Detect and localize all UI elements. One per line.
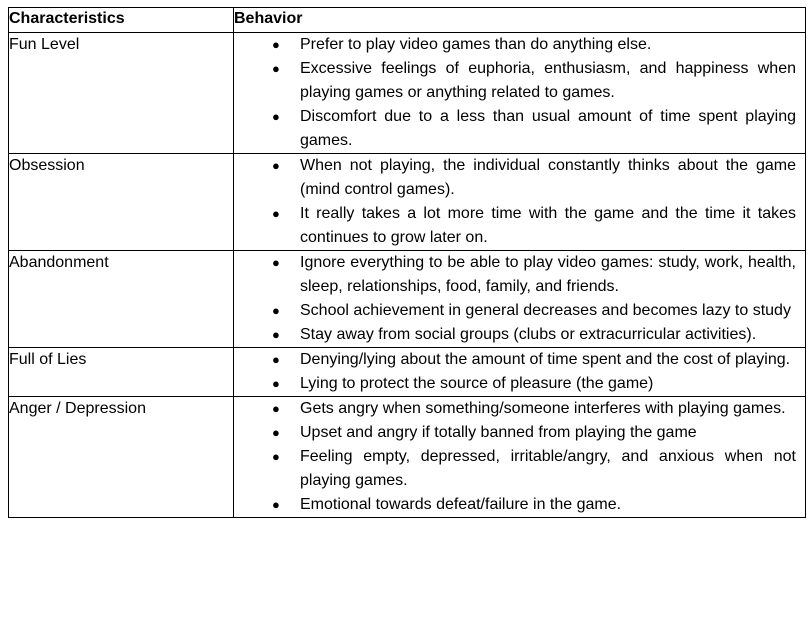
characteristic-cell: Anger / Depression: [9, 397, 234, 518]
table-row: [9, 154, 806, 251]
characteristic-cell: Full of Lies: [9, 348, 234, 397]
characteristic-cell: Fun Level: [9, 33, 234, 154]
behavior-list: [234, 33, 805, 153]
bullet-icon: ●: [272, 425, 280, 440]
behavior-text: When not playing, the individual constantly thinks about the game (mind control games).: [300, 157, 796, 198]
behavior-text: Ignore everything to be able to play video games: study, work, health, sleep, relationships, food, family, and friends.: [300, 254, 796, 295]
bullet-icon: ●: [272, 37, 280, 52]
list-item: [234, 372, 805, 396]
characteristic-cell: Obsession: [9, 154, 234, 251]
bullet-icon: ●: [272, 352, 280, 367]
behavior-text: Stay away from social groups (clubs or extracurricular activities).: [300, 326, 757, 343]
list-item: [234, 397, 805, 421]
bullet-icon: ●: [272, 158, 280, 173]
list-item: [234, 323, 805, 347]
behavior-text: Upset and angry if totally banned from playing the game: [300, 424, 697, 441]
list-item: [234, 251, 805, 299]
bullet-icon: ●: [272, 376, 280, 391]
behavior-text: Denying/lying about the amount of time spent and the cost of playing.: [300, 351, 791, 368]
table-row: [9, 397, 806, 518]
behavior-list: [234, 251, 805, 347]
bullet-icon: ●: [272, 327, 280, 342]
list-item: [234, 299, 805, 323]
behavior-text: Discomfort due to a less than usual amount of time spent playing games.: [300, 108, 796, 149]
behavior-cell: [234, 348, 806, 397]
behavior-text: Prefer to play video games than do anything else.: [300, 36, 652, 53]
table-row: [9, 33, 806, 154]
bullet-icon: ●: [272, 255, 280, 270]
behavior-cell: [234, 154, 806, 251]
bullet-icon: ●: [272, 449, 280, 464]
behavior-table: [8, 7, 806, 518]
table-row: [9, 348, 806, 397]
characteristic-cell: Abandonment: [9, 251, 234, 348]
behavior-cell: [234, 397, 806, 518]
behavior-text: Lying to protect the source of pleasure (the game): [300, 375, 654, 392]
bullet-icon: ●: [272, 206, 280, 221]
header-row: [9, 8, 806, 33]
list-item: [234, 105, 805, 153]
list-item: [234, 445, 805, 493]
header-characteristics: Characteristics: [9, 8, 234, 33]
behavior-text: School achievement in general decreases and becomes lazy to study: [300, 302, 791, 319]
list-item: [234, 202, 805, 250]
behavior-text: Emotional towards defeat/failure in the game.: [300, 496, 622, 513]
list-item: [234, 154, 805, 202]
header-behavior: Behavior: [234, 8, 806, 33]
list-item: [234, 33, 805, 57]
list-item: [234, 421, 805, 445]
behavior-list: [234, 397, 805, 517]
behavior-text: It really takes a lot more time with the game and the time it takes continues to grow later on.: [300, 205, 796, 246]
behavior-text: Gets angry when something/someone interferes with playing games.: [300, 400, 786, 417]
list-item: [234, 348, 805, 372]
behavior-list: [234, 154, 805, 250]
bullet-icon: ●: [272, 109, 280, 124]
behavior-text: Excessive feelings of euphoria, enthusiasm, and happiness when playing games or anything related to games.: [300, 60, 796, 101]
behavior-cell: [234, 33, 806, 154]
list-item: [234, 493, 805, 517]
bullet-icon: ●: [272, 61, 280, 76]
behavior-cell: [234, 251, 806, 348]
list-item: [234, 57, 805, 105]
behavior-text: Feeling empty, depressed, irritable/angry, and anxious when not playing games.: [300, 448, 796, 489]
behavior-list: [234, 348, 805, 396]
bullet-icon: ●: [272, 303, 280, 318]
table-row: [9, 251, 806, 348]
bullet-icon: ●: [272, 401, 280, 416]
bullet-icon: ●: [272, 497, 280, 512]
